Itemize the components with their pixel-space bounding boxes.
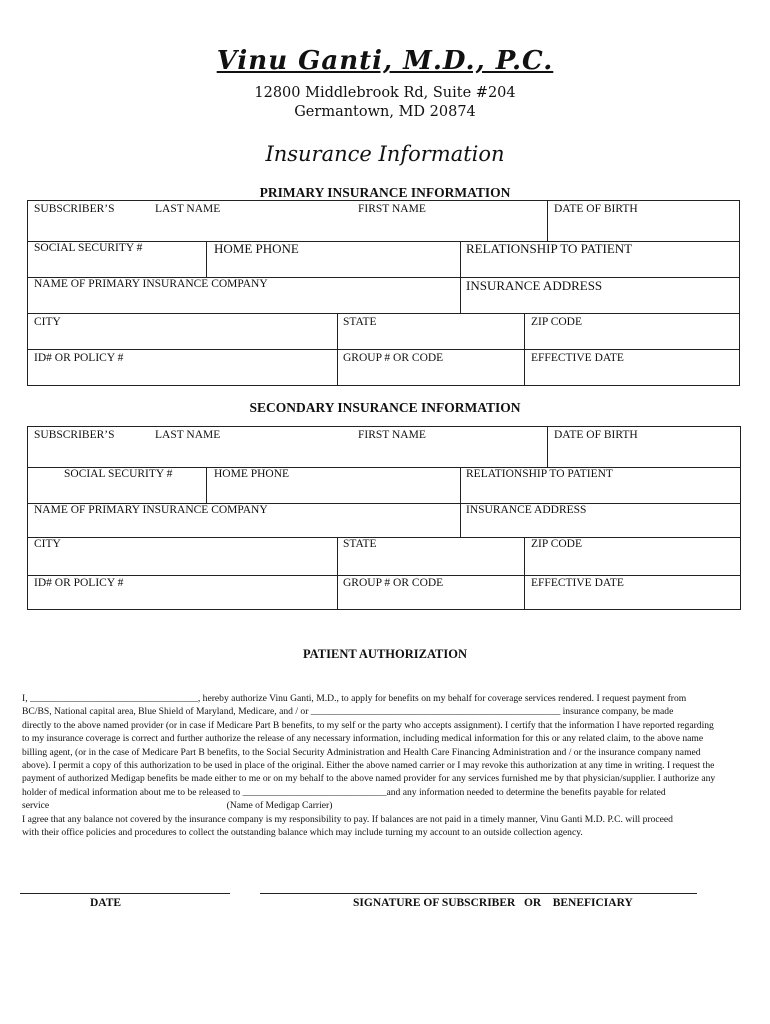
form-title: Insurance Information [265,142,505,166]
secondary-effective-date-field[interactable]: EFFECTIVE DATE [531,577,624,589]
authorization-line: holder of medical information about me to be released to ______________________________and any information needed to determine the benefits payable for related [22,786,666,798]
authorization-line: to my insurance coverage is correct and further authorize the release of any necessary information, including medical information for this or any related claim, to the above name [22,733,704,745]
primary-dob-field[interactable]: DATE OF BIRTH [554,203,638,215]
primary-insurance-address-field[interactable]: INSURANCE ADDRESS [466,278,603,293]
address-line-1: 12800 Middlebrook Rd, Suite #204 [254,85,516,101]
practice-name: Vinu Ganti, M.D., P.C. [216,46,554,76]
secondary-section-heading: SECONDARY INSURANCE INFORMATION [249,400,521,415]
authorization-line: above). I permit a copy of this authorization to be used in place of the original. Either the above named carrier or I may revoke this authorization at any time in writing. I request the [22,760,715,772]
primary-company-field[interactable]: NAME OF PRIMARY INSURANCE COMPANY [34,278,268,290]
primary-ssn-field[interactable]: SOCIAL SECURITY # [34,242,143,254]
secondary-policy-field[interactable]: ID# OR POLICY # [34,577,124,589]
primary-home-phone-field[interactable]: HOME PHONE [214,241,299,256]
signature-label: SIGNATURE OF SUBSCRIBER OR BENEFICIARY [353,897,633,909]
secondary-first-name-field[interactable]: FIRST NAME [358,429,426,441]
authorization-line: payment of authorized Medigap benefits be made either to me or on my behalf to the above named provider for any services furnished me by that physician/supplier. I authorize any [22,773,716,785]
secondary-insurance-address-field[interactable]: INSURANCE ADDRESS [466,504,587,516]
primary-policy-field[interactable]: ID# OR POLICY # [34,352,124,364]
secondary-city-field[interactable]: CITY [34,538,61,550]
date-label: DATE [90,897,122,909]
primary-relationship-field[interactable]: RELATIONSHIP TO PATIENT [466,241,633,256]
secondary-subscriber-field[interactable]: SUBSCRIBER’S [34,429,115,441]
secondary-home-phone-field[interactable]: HOME PHONE [214,468,290,480]
primary-group-field[interactable]: GROUP # OR CODE [343,352,444,364]
date-signature-line[interactable] [20,893,230,894]
primary-effective-date-field[interactable]: EFFECTIVE DATE [531,352,624,364]
primary-first-name-field[interactable]: FIRST NAME [358,203,426,215]
authorization-line: I, ___________________________________, hereby authorize Vinu Ganti, M.D., to apply for benefits on my behalf for coverage services rendered. I request payment from [22,693,687,704]
secondary-zip-field[interactable]: ZIP CODE [531,538,583,550]
authorization-line: BC/BS, National capital area, Blue Shield of Maryland, Medicare, and / or ____________________________________________________ insurance company, be made [22,706,674,718]
subscriber-signature-line[interactable] [260,893,697,894]
secondary-state-field[interactable]: STATE [343,538,377,550]
primary-zip-field[interactable]: ZIP CODE [531,316,583,328]
primary-city-field[interactable]: CITY [34,316,61,328]
secondary-insurance-table [27,426,741,610]
secondary-dob-field[interactable]: DATE OF BIRTH [554,429,638,441]
authorization-line: billing agent, (or in the case of Medicare Part B benefits, to the Social Security Administration and Health Care Financing Administration and / or the insurance company named [22,746,701,758]
secondary-group-field[interactable]: GROUP # OR CODE [343,577,444,589]
authorization-line: with their office policies and procedures to collect the outstanding balance which may include turning my account to an outside collection agency. [22,827,583,839]
primary-insurance-table [27,200,740,386]
authorization-heading: PATIENT AUTHORIZATION [302,647,468,661]
authorization-line: directly to the above named provider (or in case if Medicare Part B benefits, to my self or the party who accepts assignment). I certify that the information I have reported regarding [22,719,714,731]
primary-last-name-field[interactable]: LAST NAME [155,203,221,215]
primary-section-heading: PRIMARY INSURANCE INFORMATION [259,185,511,200]
secondary-company-field[interactable]: NAME OF PRIMARY INSURANCE COMPANY [34,504,268,516]
primary-subscriber-field[interactable]: SUBSCRIBER’S [34,203,115,215]
address-line-2: Germantown, MD 20874 [294,104,476,120]
secondary-last-name-field[interactable]: LAST NAME [155,429,221,441]
authorization-text [22,692,752,839]
authorization-line: I agree that any balance not covered by the insurance company is my responsibility to pay. If balances are not paid in a timely manner, Vinu Ganti M.D. P.C. will proceed [22,813,673,825]
secondary-relationship-field[interactable]: RELATIONSHIP TO PATIENT [466,468,613,480]
primary-state-field[interactable]: STATE [343,316,377,328]
secondary-ssn-field[interactable]: SOCIAL SECURITY # [64,468,173,480]
authorization-line: service (Name of Medigap Carrier) [22,800,333,812]
